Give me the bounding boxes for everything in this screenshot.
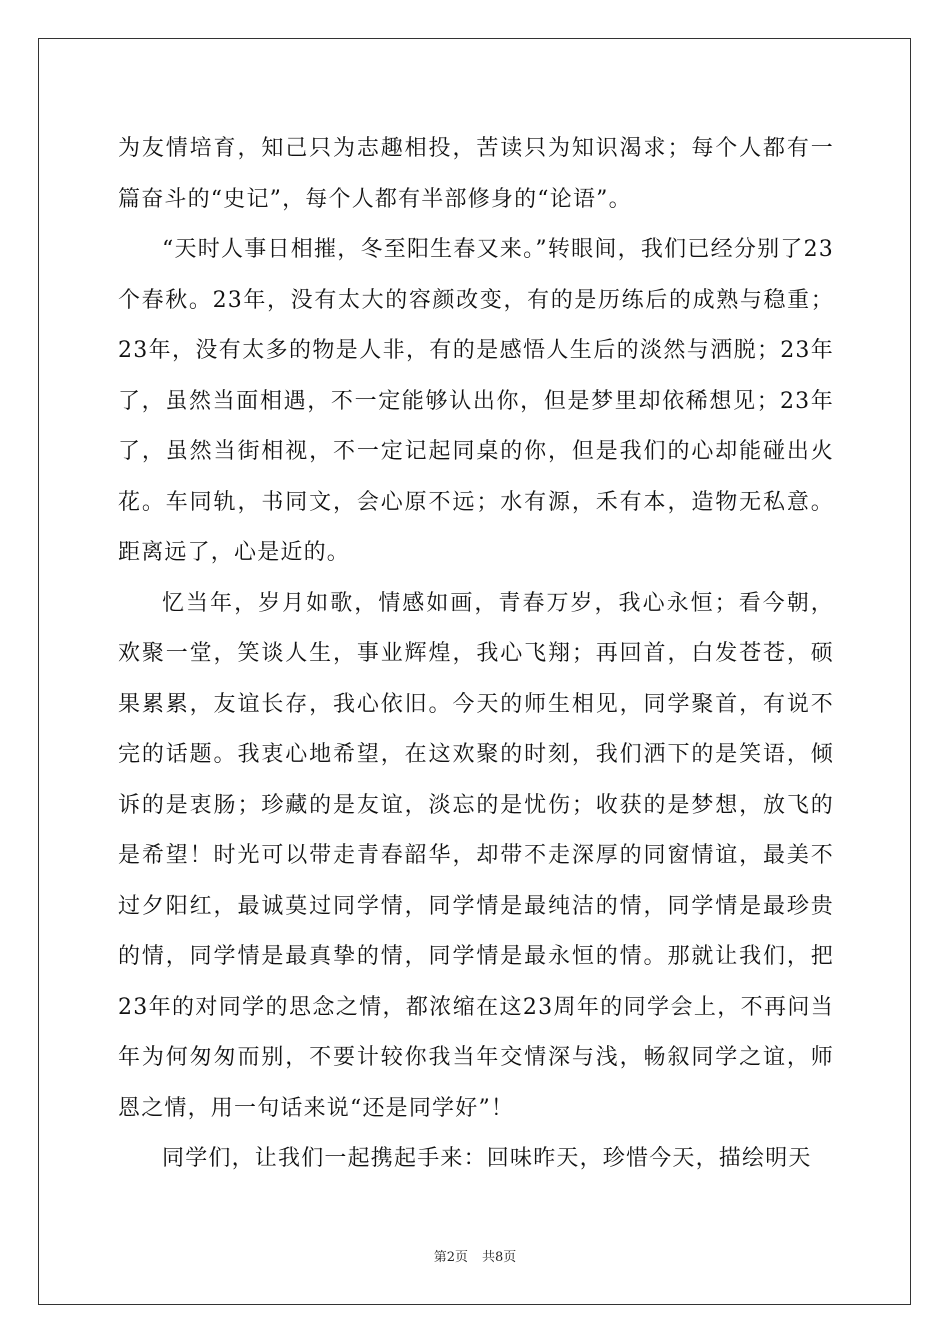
paragraph-2: “天时人事日相摧，冬至阳生春又来。”转眼间，我们已经分别了23个春秋。23年，没有太大的容颜改变，有的是历练后的成熟与稳重；23年，没有太多的物是人非，有的是感悟人生后的淡然与洒脱；23年了，虽然当面相遇，不一定能够认出你，但是梦里却依稀想见；23年了，虽然当街相视，不一定记起同桌的你，但是我们的心却能碰出火花。车同轨，书同文，会心原不远；水有源，禾有本，造物无私意。距离远了，心是近的。 <box>118 237 834 565</box>
paragraph-3: 忆当年，岁月如歌，情感如画，青春万岁，我心永恒；看今朝，欢聚一堂，笑谈人生，事业辉煌，我心飞翔；再回首，白发苍苍，硕果累累，友谊长存，我心依旧。今天的师生相见，同学聚首，有说不完的话题。我衷心地希望，在这欢聚的时刻，我们洒下的是笑语，倾诉的是衷肠；珍藏的是友谊，淡忘的是忧伤；收获的是梦想，放飞的是希望！时光可以带走青春韶华，却带不走深厚的同窗情谊，最美不过夕阳红，最诚莫过同学情，同学情是最纯洁的情，同学情是最珍贵的情，同学情是最真挚的情，同学情是最永恒的情。那就让我们，把23年的对同学的思念之情，都浓缩在这23周年的同学会上，不再问当年为何匆匆而别，不要计较你我当年交情深与浅，畅叙同学之谊，师恩之情，用一句话来说“还是同学好”！ <box>118 590 834 1121</box>
paragraph-1: 为友情培育，知己只为志趣相投，苦读只为知识渴求；每个人都有一篇奋斗的“史记”，每个人都有半部修身的“论语”。 <box>118 136 834 212</box>
page-footer <box>0 1248 950 1268</box>
document-body <box>118 124 834 1185</box>
page-number: 第2页 <box>433 1250 468 1265</box>
page-total: 共8页 <box>482 1250 517 1265</box>
paragraph-4: 同学们，让我们一起携起手来：回味昨天，珍惜今天，描绘明天 <box>162 1146 812 1171</box>
